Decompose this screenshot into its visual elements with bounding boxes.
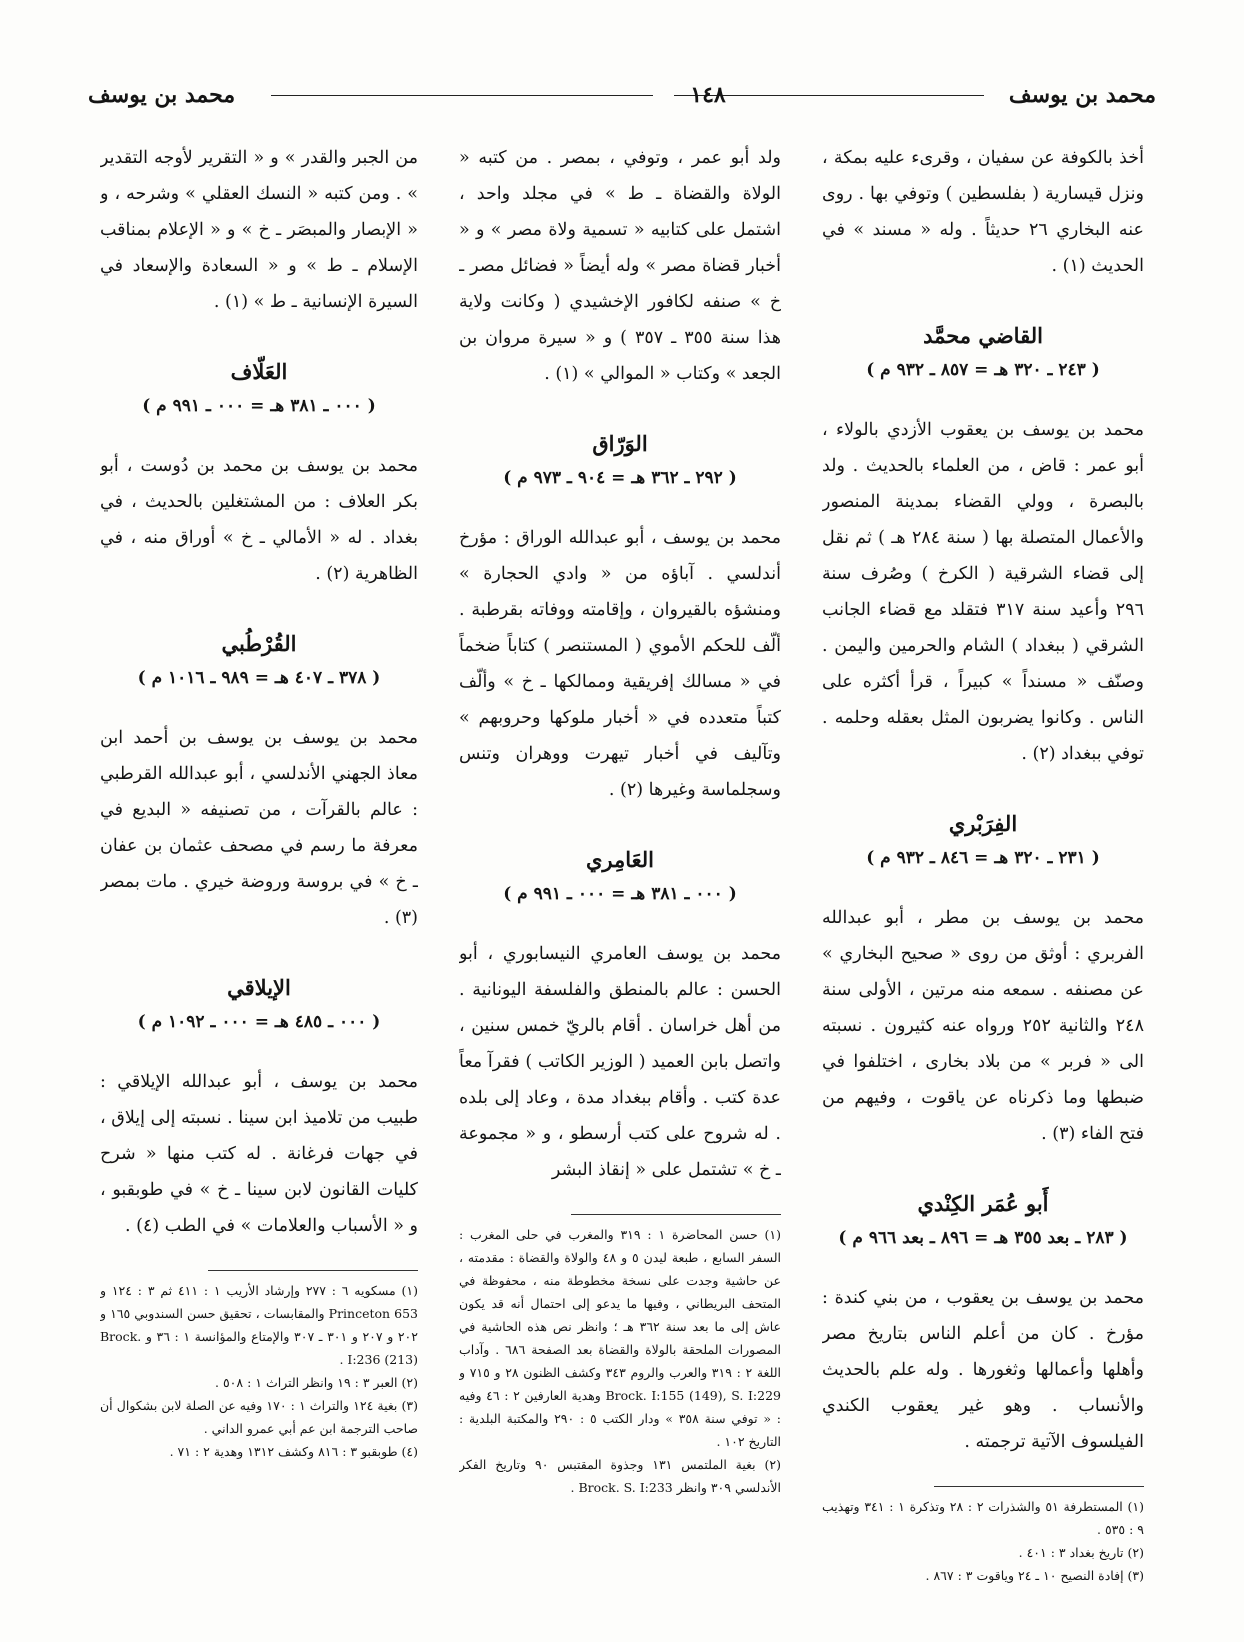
entry-dates: ( ٢٩٢ ـ ٣٦٢ هـ = ٩٠٤ ـ ٩٧٣ م ) (503, 468, 737, 488)
continuation-text: ولد أبو عمر ، وتوفي ، بمصر . من كتبه « الولاة والقضاة ـ ط » في مجلد واحد ، اشتمل على كتابيه « تسمية ولاة مصر » و « أخبار قضاة مصر » وله أيضاً « فضائل مصر ـ خ » صنفه لكافور الإخشيدي ( وكانت ولاية هذا سنة ٣٥٥ ـ ٣٥٧ ) و « سيرة مروان بن الجعد » وكتاب « الموالي » (١) . (459, 148, 781, 384)
entry-dates: ( ٠٠٠ ـ ٤٨٥ هـ = ٠٠٠ ـ ١٠٩٢ م ) (137, 1012, 381, 1032)
footnote-rule (208, 1270, 418, 1271)
entry-text: محمد بن يوسف ، أبو عبدالله الوراق : مؤرخ أندلسي . آباؤه من « وادي الحجارة » ومنشؤه بالقيروان ، وإقامته ووفاته بقرطبة . ألّف للحكم الأموي ( المستنصر ) كتاباً ضخماً في « مسالك إفريقية وممالكها ـ خ » وألّف كتباً متعدده في « أخبار ملوكها وحروبهم » وتآليف في أخبار تيهرت ووهران وتنس وسجلماسة وغيرها (٢) . (459, 528, 781, 800)
entry-dates: ( ٣٧٨ ـ ٤٠٧ هـ = ٩٨٩ ـ ١٠١٦ م ) (137, 668, 381, 688)
page-number: ١٤٨ (690, 82, 726, 108)
running-head-right: محمد بن يوسف (1008, 82, 1156, 108)
footnote: (١) المستطرفة ٥١ والشذرات ٢ : ٢٨ وتذكرة ١ : ٣٤١ وتهذيب ٩ : ٥٣٥ . (822, 1499, 1144, 1537)
entry-text: محمد بن يوسف العامري النيسابوري ، أبو الحسن : عالم بالمنطق والفلسفة اليونانية . من أهل خراسان . أقام بالريّ خمس سنين ، واتصل بابن العميد ( الوزير الكاتب ) فقرآ معاً عدة كتب . وأقام ببغداد مدة ، وعاد إلى بلده . له شروح على كتب أرسطو ، و « مجموعة ـ خ » تشتمل على « إنقاذ البشر (459, 944, 781, 1180)
entry-text: محمد بن يوسف بن مطر ، أبو عبدالله الفربري : أوثق من روى « صحيح البخاري » عن مصنفه . سمعه منه مرتين ، الأولى سنة ٢٤٨ والثانية ٢٥٢ ورواه عنه كثيرون . نسبته الى « فربر » من بلاد بخارى ، اختلفوا في ضبطها وما ذكرناه عن ياقوت ، وفيهم من فتح الفاء (٣) . (822, 908, 1144, 1144)
entry-title: العَامِري (585, 847, 655, 872)
footnote: (٢) بغية الملتمس ١٣١ وجذوة المقتبس ٩٠ وتاريخ الفكر الأندلسي ٣٠٩ وانظر Brock. S. I:233 . (459, 1457, 781, 1495)
column-right (822, 140, 1144, 1620)
entry-dates: ( ٠٠٠ ـ ٣٨١ هـ = ٠٠٠ ـ ٩٩١ م ) (142, 396, 376, 416)
entry-text: محمد بن يوسف ، أبو عبدالله الإيلاقي : طبيب من تلاميذ ابن سينا . نسبته إلى إيلاق ، في جهات فرغانة . له كتب منها « شرح كليات القانون لابن سينا ـ خ » في طوبقبو ، و « الأسباب والعلامات » في الطب (٤) . (100, 1072, 418, 1236)
footnote: (٢) تاريخ بغداد ٣ : ٤٠١ . (1018, 1545, 1144, 1560)
entry-title: القاضي محمَّد (923, 323, 1043, 348)
page-header (88, 78, 1156, 112)
entry-dates: ( ٠٠٠ ـ ٣٨١ هـ = ٠٠٠ ـ ٩٩١ م ) (503, 884, 737, 904)
entry-text: محمد بن يوسف بن محمد بن دُوست ، أبو بكر العلاف : من المشتغلين بالحديث ، في بغداد . له « الأمالي ـ خ » أوراق منه ، في الظاهرية (٢) . (100, 456, 418, 584)
entry-title: القُرْطُبي (221, 631, 297, 656)
footnote-rule (571, 1214, 781, 1215)
column-left (100, 140, 418, 1620)
entry-text: محمد بن يوسف بن يوسف بن أحمد ابن معاذ الجهني الأندلسي ، أبو عبدالله القرطبي : عالم بالقرآت ، من تصنيفه « البديع في معرفة ما رسم في مصحف عثمان بن عفان ـ خ » في بروسة وروضة خيري . مات بمصر (٣) . (100, 728, 418, 928)
footnote-rule (934, 1486, 1144, 1487)
footnote: (٤) طوبقبو ٣ : ٨١٦ وكشف ١٣١٢ وهدية ٢ : ٧١ . (169, 1444, 418, 1459)
entry-title: الفِرَبْري (948, 811, 1018, 836)
entry-title: العَلّاف (230, 359, 288, 384)
header-rule-left (271, 95, 653, 96)
footnote: (١) حسن المحاضرة ١ : ٣١٩ والمغرب في حلى المغرب : السفر السابع ، طبعة ليدن ٥ و ٤٨ والولاة والقضاة : مقدمته ، عن حاشية وجدت على نسخة مخطوطة منه ، محفوظة في المتحف البريطاني ، وفيها ما يدعو إلى احتمال أنه قد يكون عاش إلى ما بعد سنة ٣٦٢ هـ ؛ وانظر نص هذه الحاشية في المصورات الملحقة بالولاة والقضاة بعد الصفحة ٦٨٦ . وآداب اللغة ٢ : ٣١٩ والعرب والروم ٣٤٣ وكشف الظنون ٢٨ و ٧١٥ و Brock. I:155 (149), S. I:229 وهدية العارفين ٢ : ٤٦ وفيه : « توفي سنة ٣٥٨ » ودار الكتب ٥ : ٢٩٠ والمكتبة البلدية : التاريخ ١٠٢ . (459, 1227, 781, 1449)
continuation-text: أخذ بالكوفة عن سفيان ، وقرىء عليه بمكة ، ونزل قيسارية ( بفلسطين ) وتوفي بها . روى عنه البخاري ٢٦ حديثاً . وله « مسند » في الحديث (١) . (822, 148, 1144, 276)
entry-dates: ( ٢٣١ ـ ٣٢٠ هـ = ٨٤٦ ـ ٩٣٢ م ) (866, 848, 1100, 868)
column-middle (459, 140, 781, 1620)
footnote: (٣) إفادة النصيح ١٠ ـ ٢٤ وياقوت ٣ : ٨٦٧ . (925, 1568, 1144, 1583)
footnote: (١) مسكويه ٦ : ٢٧٧ وإرشاد الأريب ١ : ٤١١ ثم ٣ : ١٢٤ و Princeton 653 والمقابسات ، تحقيق حسن السندوبي ١٦٥ و ٢٠٢ و ٢٠٧ و ٣٠١ ـ ٣٠٧ والإمتاع والمؤانسة ١ : ٣٦ و Brock. I:236 (213) . (100, 1283, 418, 1367)
entry-title: الوَرّاق (592, 431, 648, 456)
entry-text: محمد بن يوسف بن يعقوب ، من بني كندة : مؤرخ . كان من أعلم الناس بتاريخ مصر وأهلها وأعمالها وثغورها . وله علم بالحديث والأنساب . وهو غير يعقوب الكندي الفيلسوف الآتية ترجمته . (822, 1288, 1144, 1452)
entry-text: محمد بن يوسف بن يعقوب الأزدي بالولاء ، أبو عمر : قاض ، من العلماء بالحديث . ولد بالبصرة ، وولي القضاء بمدينة المنصور والأعمال المتصلة بها ( سنة ٢٨٤ هـ ) ثم نقل إلى قضاء الشرقية ( الكرخ ) وصُرف سنة ٢٩٦ وأعيد سنة ٣١٧ فتقلد مع قضاء الجانب الشرقي ( ببغداد ) الشام والحرمين واليمن . وصنّف « مسنداً » كبيراً ، قرأ أكثره على الناس . وكانوا يضربون المثل بعقله وحلمه . توفي ببغداد (٢) . (822, 420, 1144, 764)
entry-title: الإيلاقي (227, 975, 291, 1000)
continuation-text: من الجبر والقدر » و « التقرير لأوجه التقدير » . ومن كتبه « النسك العقلي » وشرحه ، و « الإبصار والمبصَر ـ خ » و « الإعلام بمناقب الإسلام ـ ط » و « السعادة والإسعاد في السيرة الإنسانية ـ ط » (١) . (100, 148, 418, 312)
footnote: (٣) بغية ١٢٤ والتراث ١ : ١٧٠ وفيه عن الصلة لابن بشكوال أن صاحب الترجمة ابن عم أبي عمرو الداني . (100, 1398, 418, 1436)
running-head-left: محمد بن يوسف (88, 82, 236, 108)
entry-dates: ( ٢٨٣ ـ بعد ٣٥٥ هـ = ٨٩٦ ـ بعد ٩٦٦ م ) (838, 1228, 1128, 1248)
footnote: (٢) العبر ٣ : ١٩ وانظر التراث ١ : ٥٠٨ . (214, 1375, 418, 1390)
entry-dates: ( ٢٤٣ ـ ٣٢٠ هـ = ٨٥٧ ـ ٩٣٢ م ) (866, 360, 1100, 380)
entry-title: أَبو عُمَر الكِنْدي (917, 1191, 1049, 1216)
